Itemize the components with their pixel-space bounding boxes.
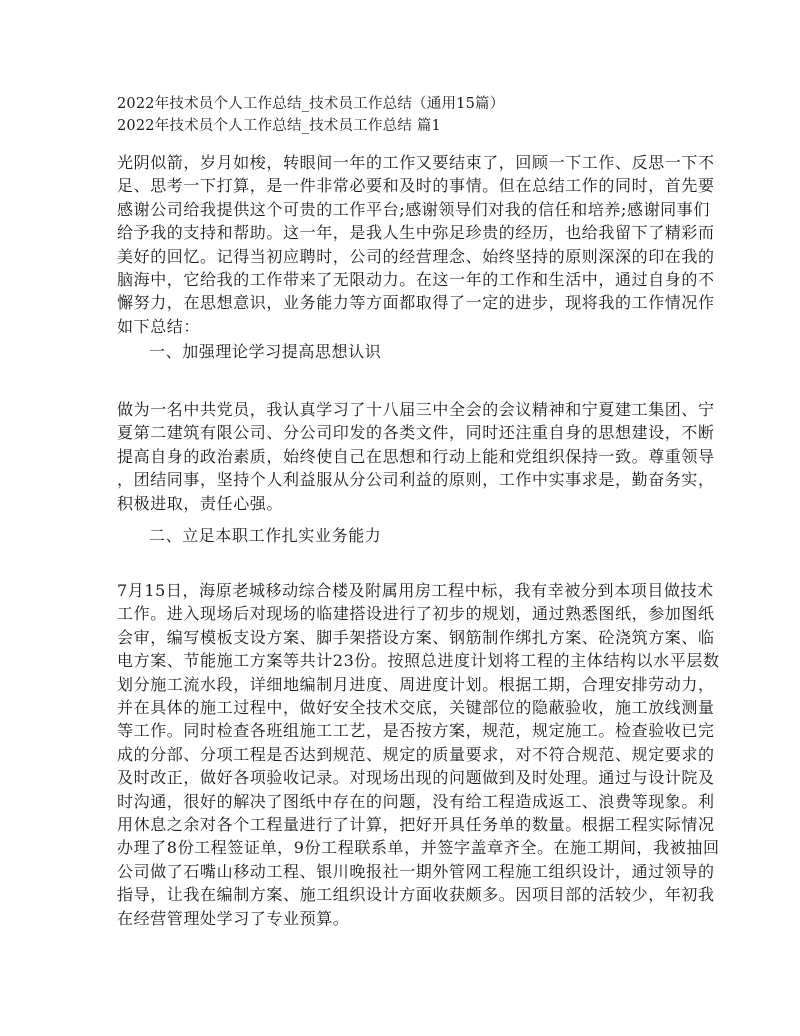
paragraph-intro [117, 151, 715, 338]
text-line: 指导，让我在编制方案、施工组织设计方面收获颇多。因项目部的活较少，年初我 [117, 885, 715, 905]
text-line: 足、思考一下打算，是一件非常必要和及时的事情。但在总结工作的同时，首先要 [117, 176, 715, 196]
text-line: 脑海中，它给我的工作带来了无限动力。在这一年的工作和生活中，通过自身的不 [117, 270, 715, 290]
text-line: 用休息之余对各个工程量进行了计算，把好开具任务单的数量。根据工程实际情况 [117, 815, 715, 835]
text-line: 并在具体的施工过程中，做好安全技术交底，关键部位的隐蔽验收，施工放线测量 [117, 698, 715, 718]
section-title: 2022年技术员个人工作总结_技术员工作总结 篇1 [117, 118, 441, 134]
text-line: 懈努力，在思想意识，业务能力等方面都取得了一定的进步，现将我的工作情况作 [117, 293, 715, 313]
text-line: 给予我的支持和帮助。这一年，是我人生中弥足珍贵的经历，也给我留下了精彩而 [117, 223, 715, 243]
section-heading-1: 一、加强理论学习提高思想认识 [149, 342, 382, 361]
text-line: 美好的回忆。记得当初应聘时，公司的经营理念、始终坚持的原则深深的印在我的 [117, 246, 715, 266]
paragraph-work [117, 579, 720, 930]
text-line: 办理了8份工程签证单，9份工程联系单，并签字盖章齐全。在施工期间，我被抽回 [117, 838, 720, 858]
text-line: 如下总结： [117, 316, 201, 336]
text-line: 及时改正，做好各项验收记录。对现场出现的问题做到及时处理。通过与设计院及 [117, 768, 715, 788]
text-line: ，团结同事，坚持个人利益服从分公司利益的原则，工作中实事求是，勤奋务实， [117, 470, 715, 490]
text-line: 做为一名中共党员，我认真学习了十八届三中全会的会议精神和宁夏建工集团、宁 [117, 400, 715, 419]
text-line: 等工作。同时检查各班组施工工艺，是否按方案，规范，规定施工。检查验收已完 [117, 721, 715, 741]
text-line: 光阴似箭，岁月如梭，转眼间一年的工作又要结束了，回顾一下工作、反思一下不 [117, 153, 715, 172]
text-line: 夏第二建筑有限公司、分公司印发的各类文件，同时还注重自身的思想建设，不断 [117, 423, 715, 443]
text-line: 积极进取，责任心强。 [117, 493, 284, 513]
text-line: 7月15日，海原老城移动综合楼及附属用房工程中标，我有幸被分到本项目做技术 [117, 581, 714, 600]
text-line: 公司做了石嘴山移动工程、银川晚报社一期外管网工程施工组织设计，通过领导的 [117, 861, 715, 881]
text-line: 电方案、节能施工方案等共计23份。按照总进度计划将工程的主体结构以水平层数 [117, 651, 720, 671]
text-line: 在经营管理处学习了专业预算。 [117, 908, 350, 928]
text-line: 时沟通，很好的解决了图纸中存在的问题，没有给工程造成返工、浪费等现象。利 [117, 791, 715, 811]
document-title: 2022年技术员个人工作总结_技术员工作总结（通用15篇） [117, 96, 505, 112]
text-line: 划分施工流水段，详细地编制月进度、周进度计划。根据工期，合理安排劳动力， [117, 674, 715, 694]
text-line: 成的分部、分项工程是否达到规范、规定的质量要求，对不符合规范、规定要求的 [117, 744, 715, 764]
section-heading-2: 二、立足本职工作扎实业务能力 [149, 526, 382, 545]
text-line: 工作。进入现场后对现场的临建搭设进行了初步的规划，通过熟悉图纸，参加图纸 [117, 604, 715, 624]
text-line: 提高自身的政治素质，始终使自己在思想和行动上能和党组织保持一致。尊重领导 [117, 446, 715, 466]
text-line: 会审，编写模板支设方案、脚手架搭设方案、钢筋制作绑扎方案、砼浇筑方案、临 [117, 627, 715, 647]
paragraph-theory [117, 398, 715, 515]
text-line: 感谢公司给我提供这个可贵的工作平台;感谢领导们对我的信任和培养;感谢同事们 [117, 199, 710, 219]
